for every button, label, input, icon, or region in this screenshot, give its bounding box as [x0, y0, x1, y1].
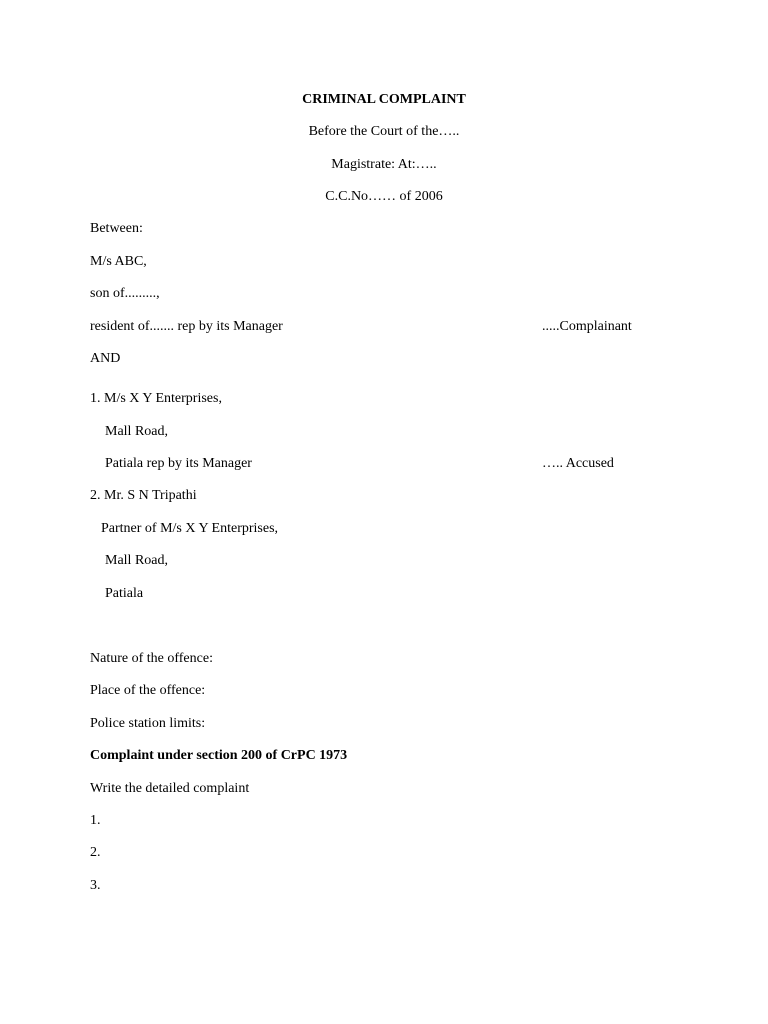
document-title: CRIMINAL COMPLAINT: [302, 92, 466, 107]
complaint-heading: Complaint under section 200 of CrPC 1973: [90, 748, 348, 763]
place-of-offence: Place of the offence:: [90, 683, 206, 698]
accused-2-address-1: Mall Road,: [105, 553, 168, 568]
magistrate-line: Magistrate: At:…..: [331, 157, 437, 172]
accused-2-partner-of: Partner of M/s X Y Enterprises,: [101, 521, 279, 536]
nature-of-offence: Nature of the offence:: [90, 651, 213, 666]
complaint-instruction: Write the detailed complaint: [90, 781, 250, 796]
complainant-name: M/s ABC,: [90, 254, 147, 269]
complainant-son-of: son of.........,: [90, 286, 160, 301]
complainant-resident: resident of....... rep by its Manager: [90, 319, 283, 334]
case-number-line: C.C.No…… of 2006: [325, 189, 443, 204]
accused-1-address-2: Patiala rep by its Manager: [105, 456, 252, 471]
accused-2-address-2: Patiala: [105, 586, 144, 601]
complainant-role: .....Complainant: [542, 319, 632, 334]
accused-role: ….. Accused: [542, 456, 614, 471]
between-label: Between:: [90, 221, 143, 236]
court-line: Before the Court of the…..: [308, 124, 460, 139]
accused-1-address-1: Mall Road,: [105, 424, 168, 439]
complaint-item-1: 1.: [90, 813, 101, 828]
complaint-item-2: 2.: [90, 845, 101, 860]
and-label: AND: [90, 351, 121, 366]
complaint-item-3: 3.: [90, 878, 101, 893]
police-station-limits: Police station limits:: [90, 716, 206, 731]
accused-1-name: 1. M/s X Y Enterprises,: [90, 391, 222, 406]
accused-2-name: 2. Mr. S N Tripathi: [90, 488, 197, 503]
